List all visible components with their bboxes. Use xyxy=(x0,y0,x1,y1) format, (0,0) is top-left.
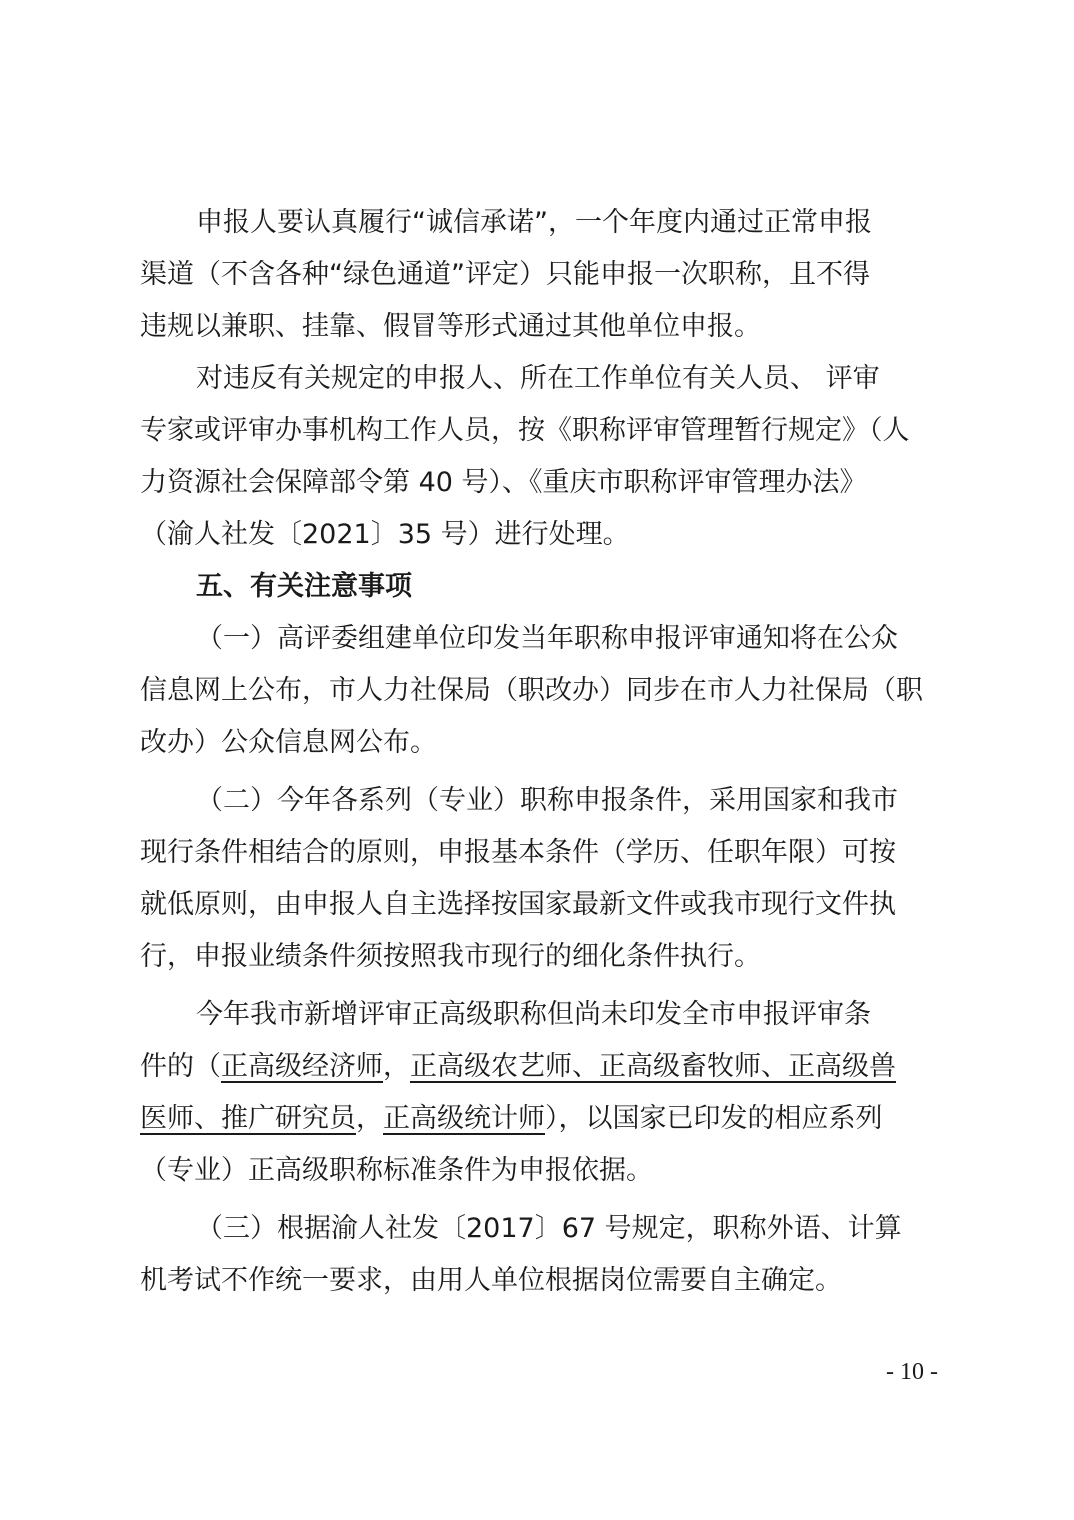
item-line: （三）根据渝人社发〔2017〕67 号规定，职称外语、计算 xyxy=(196,1213,902,1244)
paragraph-line: 违规以兼职、挂靠、假冒等形式通过其他单位申报。 xyxy=(140,311,761,342)
underlined-title: 医师、推广研究员 xyxy=(140,1103,356,1134)
paragraph-line: 申报人要认真履行“诚信承诺”，一个年度内通过正常申报 xyxy=(196,207,872,238)
text-segment: ），以国家已印发的相应系列 xyxy=(545,1103,883,1134)
underlined-title: 正高级经济师 xyxy=(221,1051,383,1082)
item-line xyxy=(140,1045,940,1089)
paragraph-line: 专家或评审办事机构工作人员，按《职称评审管理暂行规定》（人 xyxy=(140,415,910,446)
item-line: 信息网上公布，市人力社保局（职改办）同步在市人力社保局（职 xyxy=(140,675,923,706)
underlined-title: 正高级统计师 xyxy=(383,1103,545,1134)
item-line: 改办）公众信息网公布。 xyxy=(140,727,437,758)
section-heading: 五、有关注意事项 xyxy=(196,571,412,602)
paragraph-line: （渝人社发〔2021〕35 号）进行处理。 xyxy=(140,519,630,550)
page-number: - 10 - xyxy=(886,1359,938,1385)
text-segment: ， xyxy=(356,1103,383,1134)
underlined-title: 正高级农艺师、正高级畜牧师、正高级兽 xyxy=(410,1051,896,1082)
item-line: （二）今年各系列（专业）职称申报条件，采用国家和我市 xyxy=(196,785,898,816)
item-line: 行，申报业绩条件须按照我市现行的细化条件执行。 xyxy=(140,941,761,972)
text-segment: 件的（ xyxy=(140,1051,221,1082)
item-line: 现行条件相结合的原则，申报基本条件（学历、任职年限）可按 xyxy=(140,837,896,868)
item-line: （一）高评委组建单位印发当年职称申报评审通知将在公众 xyxy=(196,623,898,654)
item-line: 就低原则，由申报人自主选择按国家最新文件或我市现行文件执 xyxy=(140,889,896,920)
paragraph-line: 渠道（不含各种“绿色通道”评定）只能申报一次职称，且不得 xyxy=(140,259,870,290)
item-line: 机考试不作统一要求，由用人单位根据岗位需要自主确定。 xyxy=(140,1265,842,1296)
text-segment: ， xyxy=(383,1051,410,1082)
paragraph-line: 对违反有关规定的申报人、所在工作单位有关人员、 评审 xyxy=(196,363,880,394)
item-line: 今年我市新增评审正高级职称但尚未印发全市申报评审条 xyxy=(196,999,871,1030)
item-line: （专业）正高级职称标准条件为申报依据。 xyxy=(140,1155,653,1186)
paragraph-line: 力资源社会保障部令第 40 号）、《重庆市职称评审管理办法》 xyxy=(140,467,867,498)
item-line xyxy=(140,1097,940,1141)
